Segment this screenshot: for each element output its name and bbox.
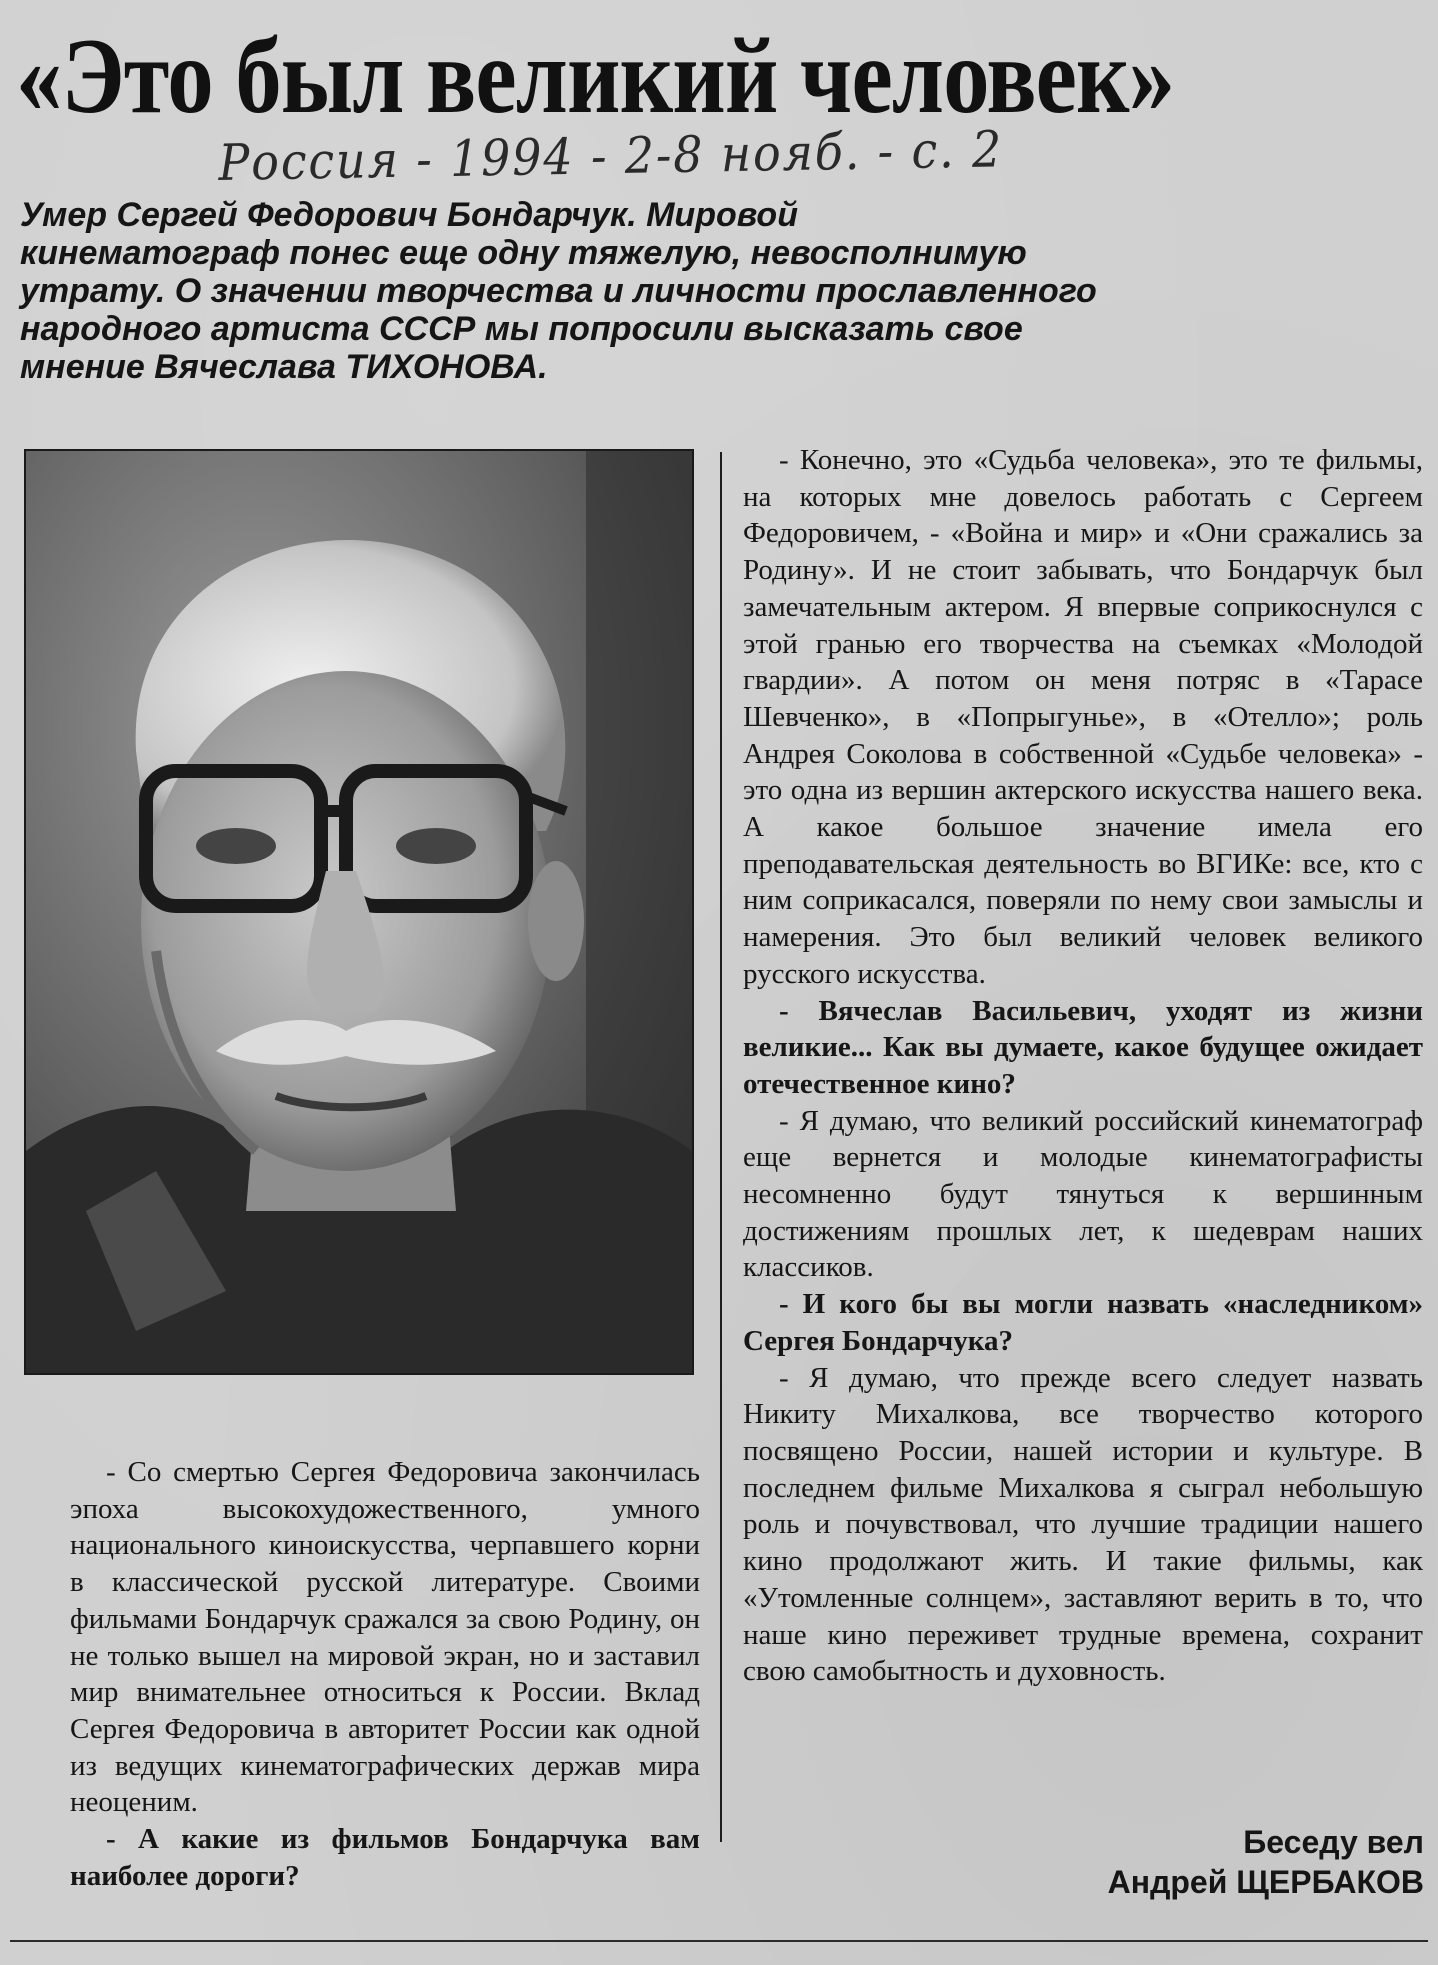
portrait-photo [24,449,694,1375]
lead-paragraph [20,196,1420,386]
column-divider [720,452,722,1842]
lead-line: Умер Сергей Федорович Бондарчук. Мировой [20,196,798,234]
byline-author: Андрей ЩЕРБАКОВ [1107,1864,1424,1900]
byline [1108,1822,1424,1902]
interview-answer: - Я думаю, что великий российский кинематограф еще вернется и молодые кинематографисты несомненно будут тянуться к вершинным достижениям прошлых лет, к шедеврам наших классиков. [743,1104,1423,1284]
lead-line: утрату. О значении творчества и личности прославленного [20,272,1097,310]
byline-line: Беседу вел [1243,1824,1424,1860]
right-column [743,442,1423,1690]
portrait-photo-icon [26,451,692,1373]
interview-question: - И кого бы вы могли назвать «наследником» Сергея Бондарчука? [743,1288,1423,1357]
lead-line: кинематограф понес еще одну тяжелую, невосполнимую [20,234,1027,272]
headline: «Это был великий человек» [16,17,1175,136]
lead-line: мнение Вячеслава ТИХОНОВА. [20,348,548,386]
left-column [70,1454,700,1894]
bottom-rule [10,1940,1428,1942]
interview-answer: - Я думаю, что прежде всего следует назвать Никиту Михалкова, все творчество которого посвящено России, нашей истории и культуре. В последнем фильме Михалкова я сыграл небольшую роль и почувствовал, что лучшие традиции нашего кино продолжают жить. И такие фильмы, как «Утомленные солнцем», заставляют верить в то, что наше кино переживет трудные времена, сохранит свою самобытность и духовность. [743,1361,1423,1688]
interview-question: - Вячеслав Васильевич, уходят из жизни великие... Как вы думаете, какое будущее ожидает отечественное кино? [743,994,1423,1100]
handwritten-source-note: Россия - 1994 - 2-8 нояб. - с. 2 [217,120,1004,192]
lead-line: народного артиста СССР мы попросили высказать свое [20,310,1023,348]
interview-answer: - Со смертью Сергея Федоровича закончилась эпоха высокохудожественного, умного национального киноискусства, черпавшего корни в классической русской литературе. Своими фильмами Бондарчук сражался за свою Родину, он не только вышел на мировой экран, но и заставил мир внимательнее относиться к России. Вклад Сергея Федоровича в авторитет России как одной из ведущих кинематографических держав мира неоценим. [70,1456,700,1819]
interview-answer: - Конечно, это «Судьба человека», это те фильмы, на которых мне довелось работать с Сергеем Федоровичем, - «Война и мир» и «Они сражались за Родину». И не стоит забывать, что Бондарчук был замечательным актером. Я впервые соприкоснулся с этой гранью его творчества на съемках «Молодой гвардии». А потом он меня потряс в «Тарасе Шевченко», в «Попрыгунье», в «Отелло»; роль Андрея Соколова в собственной «Судьбе человека» - это одна из вершин актерского искусства нашего века. А какое большое значение имела его преподавательская деятельность во ВГИКе: все, кто с ним соприкасался, поверяли по нему свои замыслы и намерения. Это был великий человек великого русского искусства. [743,444,1423,990]
interview-question: - А какие из фильмов Бондарчука вам наиболее дороги? [70,1823,700,1892]
